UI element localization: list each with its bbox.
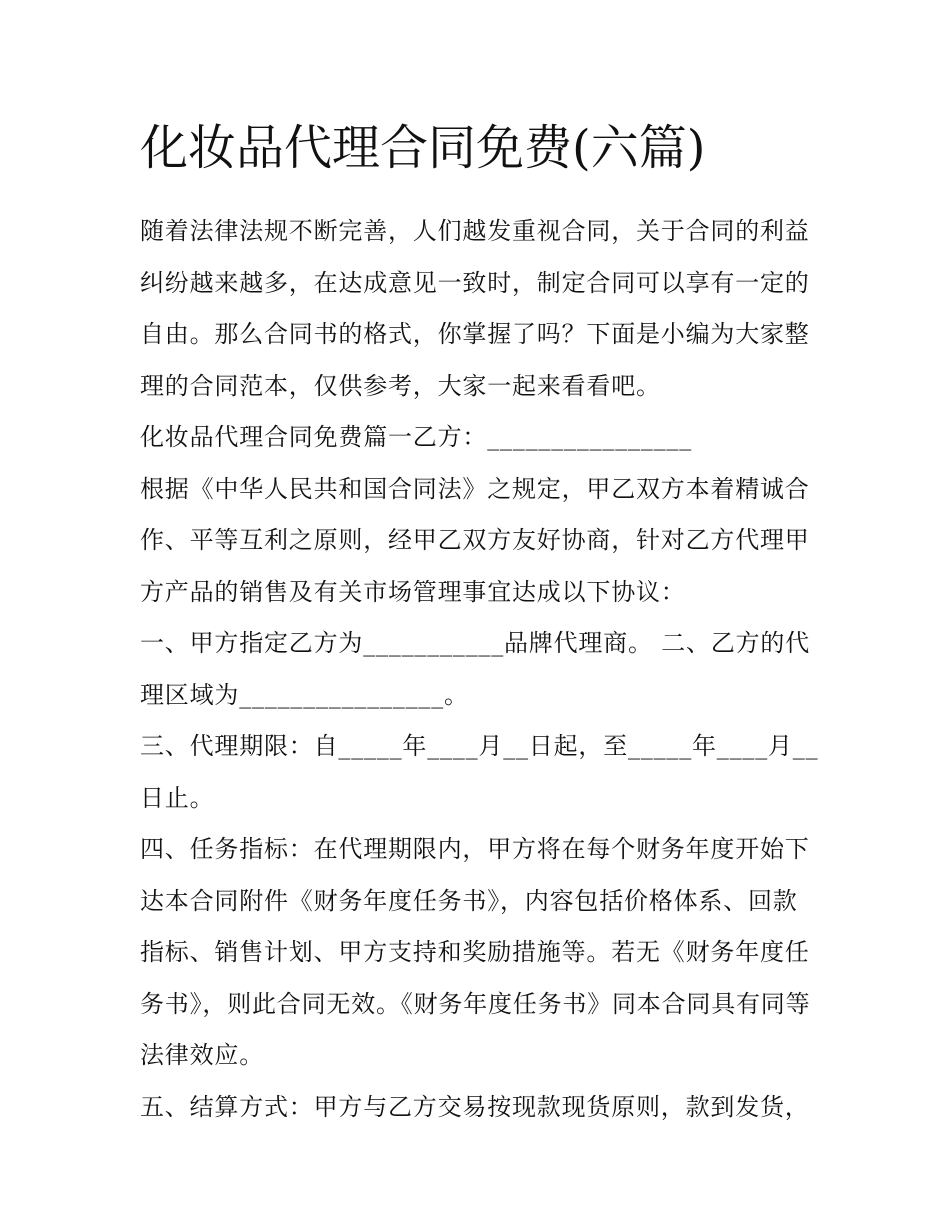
preamble-paragraph: 根据《中华人民共和国合同法》之规定，甲乙双方本着精诚合作、平等互利之原则，经甲乙双方友好协商，针对乙方代理甲方产品的销售及有关市场管理事宜达成以下协议： [140,474,810,606]
document-title: 化妆品代理合同免费(六篇) [140,120,706,176]
clause-4-targets: 四、任务指标：在代理期限内，甲方将在每个财务年度开始下达本合同附件《财务年度任务书》，内容包括价格体系、回款指标、销售计划、甲方支持和奖励措施等。若无《财务年度任务书》，则此合同无效。《财务年度任务书》同本合同具有同等法律效应。 [140,835,811,1069]
intro-paragraph: 随着法律法规不断完善，人们越发重视合同，关于合同的利益纠纷越来越多，在达成意见一致时，制定合同可以享有一定的自由。那么合同书的格式，你掌握了吗？下面是小编为大家整理的合同范本，仅供参考，大家一起来看看吧。 [140,217,810,400]
clause-3-term: 三、代理期限：自_____年____月__日起，至_____年____月__日止。 [140,732,819,812]
document-body [140,206,820,1133]
section-heading-party-b: 化妆品代理合同免费篇一乙方：________________ [140,423,692,451]
document-page [140,112,820,1133]
clause-1-2: 一、甲方指定乙方为___________品牌代理商。 二、乙方的代理区域为________________。 [140,629,811,709]
clause-5-settlement: 五、结算方式：甲方与乙方交易按现款现货原则，款到发货， [140,1092,810,1121]
